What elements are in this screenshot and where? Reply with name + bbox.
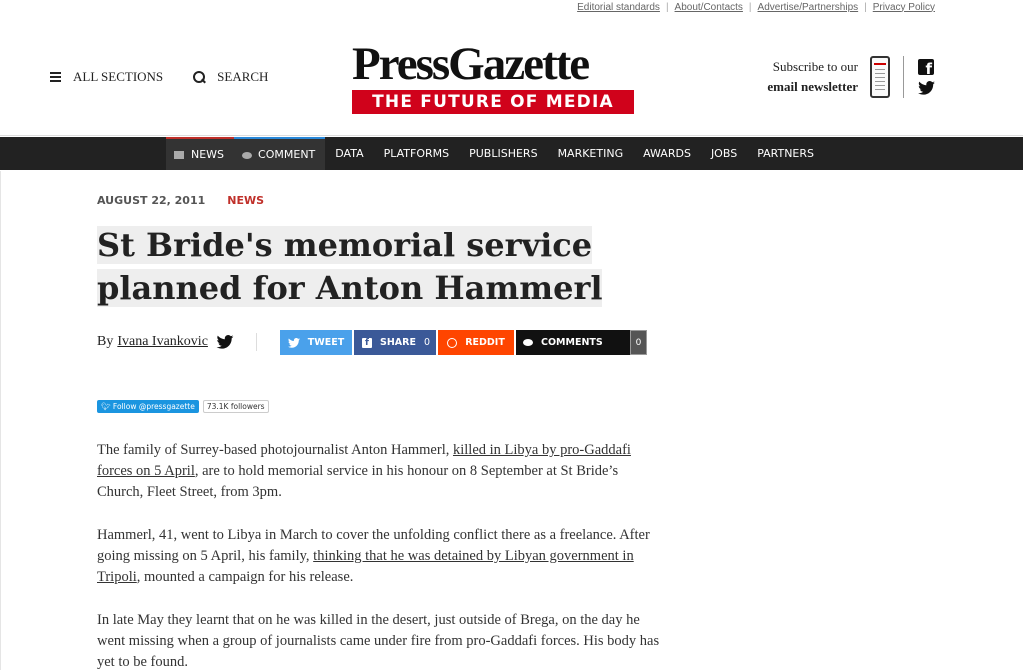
- article-meta: [97, 194, 264, 207]
- privacy-policy-link[interactable]: Privacy Policy: [872, 1, 935, 13]
- share-bar: [280, 330, 647, 355]
- article-category[interactable]: NEWS: [227, 194, 265, 207]
- logo-tagline: THE FUTURE OF MEDIA: [352, 90, 634, 114]
- search-button[interactable]: [193, 69, 268, 85]
- main-nav: [0, 137, 1023, 170]
- facebook-icon[interactable]: [918, 59, 934, 75]
- newsletter-line1: Subscribe to our: [772, 59, 858, 74]
- tweet-button[interactable]: [280, 330, 352, 355]
- inline-link[interactable]: killed in Libya by pro-Gaddafi forces on 5 April: [97, 442, 631, 479]
- comments-count: 0: [630, 330, 647, 355]
- share-label: SHARE: [380, 337, 416, 348]
- nav-awards[interactable]: AWARDS: [643, 147, 691, 160]
- advertise-link[interactable]: Advertise/Partnerships: [757, 1, 859, 13]
- headline-line1: St Bride's memorial service: [97, 226, 593, 264]
- social-links: [918, 59, 935, 95]
- page-rule: [0, 171, 1, 670]
- paragraph: In late May they learnt that on he was killed in the desert, just outside of Brega, on the day he went missing when a group of journalists came under fire from pro-Gaddafi forces. His body has yet to be found.: [97, 612, 660, 670]
- phone-newsletter-icon: [870, 56, 890, 98]
- facebook-share-button[interactable]: [354, 330, 436, 355]
- article-date: AUGUST 22, 2011: [97, 194, 206, 207]
- nav-marketing[interactable]: MARKETING: [557, 147, 624, 160]
- header-left: [50, 69, 268, 85]
- search-icon: [193, 71, 205, 83]
- byline: [97, 330, 257, 354]
- search-label: SEARCH: [217, 69, 269, 84]
- facebook-icon: f: [362, 338, 372, 348]
- nav-comment[interactable]: [234, 137, 325, 170]
- reddit-label: REDDIT: [465, 337, 505, 348]
- site-header: [0, 14, 1023, 136]
- share-count: 0: [423, 337, 430, 348]
- twitter-follow-button[interactable]: [97, 400, 199, 413]
- paragraph-text: The family of Surrey-based photojournalist Anton Hammerl,: [97, 442, 453, 458]
- tweet-label: TWEET: [307, 337, 345, 348]
- separator: |: [864, 1, 867, 13]
- editorial-standards-link[interactable]: Editorial standards: [577, 1, 660, 13]
- inline-link[interactable]: thinking that he was detained by Libyan government in Tripoli: [97, 548, 634, 585]
- logo-wordmark: PressGazette: [352, 38, 589, 90]
- all-sections-label: ALL SECTIONS: [73, 69, 164, 84]
- comment-bubble-icon: [523, 339, 533, 346]
- utility-links: [577, 0, 935, 14]
- comments-label: COMMENTS: [541, 337, 603, 348]
- separator: |: [665, 1, 669, 13]
- nav-news[interactable]: [166, 137, 234, 170]
- twitter-icon[interactable]: [918, 81, 935, 95]
- hamburger-icon: [50, 72, 61, 82]
- header-right: [767, 56, 935, 98]
- reddit-icon: [447, 338, 457, 348]
- paragraph: [97, 440, 662, 503]
- divider: [256, 333, 257, 351]
- twitter-icon: 🐦︎: [101, 402, 111, 411]
- nav-platforms[interactable]: PLATFORMS: [383, 147, 450, 160]
- newsletter-signup-link[interactable]: [767, 57, 858, 97]
- follow-label: Follow @pressgazette: [112, 402, 195, 411]
- nav-comment-label: COMMENT: [258, 148, 316, 161]
- nav-data[interactable]: DATA: [335, 147, 364, 160]
- newsletter-line2: email newsletter: [767, 79, 858, 94]
- comments-button[interactable]: [516, 330, 630, 355]
- separator: |: [748, 1, 752, 13]
- follower-count: 73.1K followers: [203, 400, 269, 413]
- article-headline: [97, 224, 617, 310]
- reddit-button[interactable]: [438, 330, 514, 355]
- site-logo[interactable]: [352, 38, 634, 114]
- nav-publishers[interactable]: PUBLISHERS: [469, 147, 538, 160]
- author-twitter-icon[interactable]: [216, 335, 234, 349]
- nav-jobs[interactable]: JOBS: [710, 147, 738, 160]
- news-icon: [174, 151, 184, 159]
- comment-icon: [242, 152, 252, 159]
- twitter-follow-widget: [97, 400, 269, 413]
- paragraph-text: , are to hold memorial service in his honour on 8 September at St Bride’s Church, Fleet Street, from 3pm.: [97, 463, 619, 500]
- paragraph-text: Hammerl, 41, went to Libya in March to cover the unfolding conflict there as a freelance. After going missing on 5 April, his family,: [97, 527, 650, 564]
- nav-partners[interactable]: PARTNERS: [757, 147, 815, 160]
- about-contacts-link[interactable]: About/Contacts: [674, 1, 743, 13]
- paragraph-text: , mounted a campaign for his release.: [136, 569, 354, 585]
- all-sections-button[interactable]: [50, 69, 163, 85]
- headline-line2: planned for Anton Hammerl: [97, 269, 603, 307]
- author-link[interactable]: Ivana Ivankovic: [117, 334, 208, 349]
- byline-prefix: By: [97, 334, 114, 349]
- article-body: [97, 440, 662, 670]
- twitter-icon: [288, 338, 300, 348]
- nav-news-label: NEWS: [191, 148, 225, 161]
- paragraph: [97, 525, 662, 588]
- divider: [903, 56, 904, 98]
